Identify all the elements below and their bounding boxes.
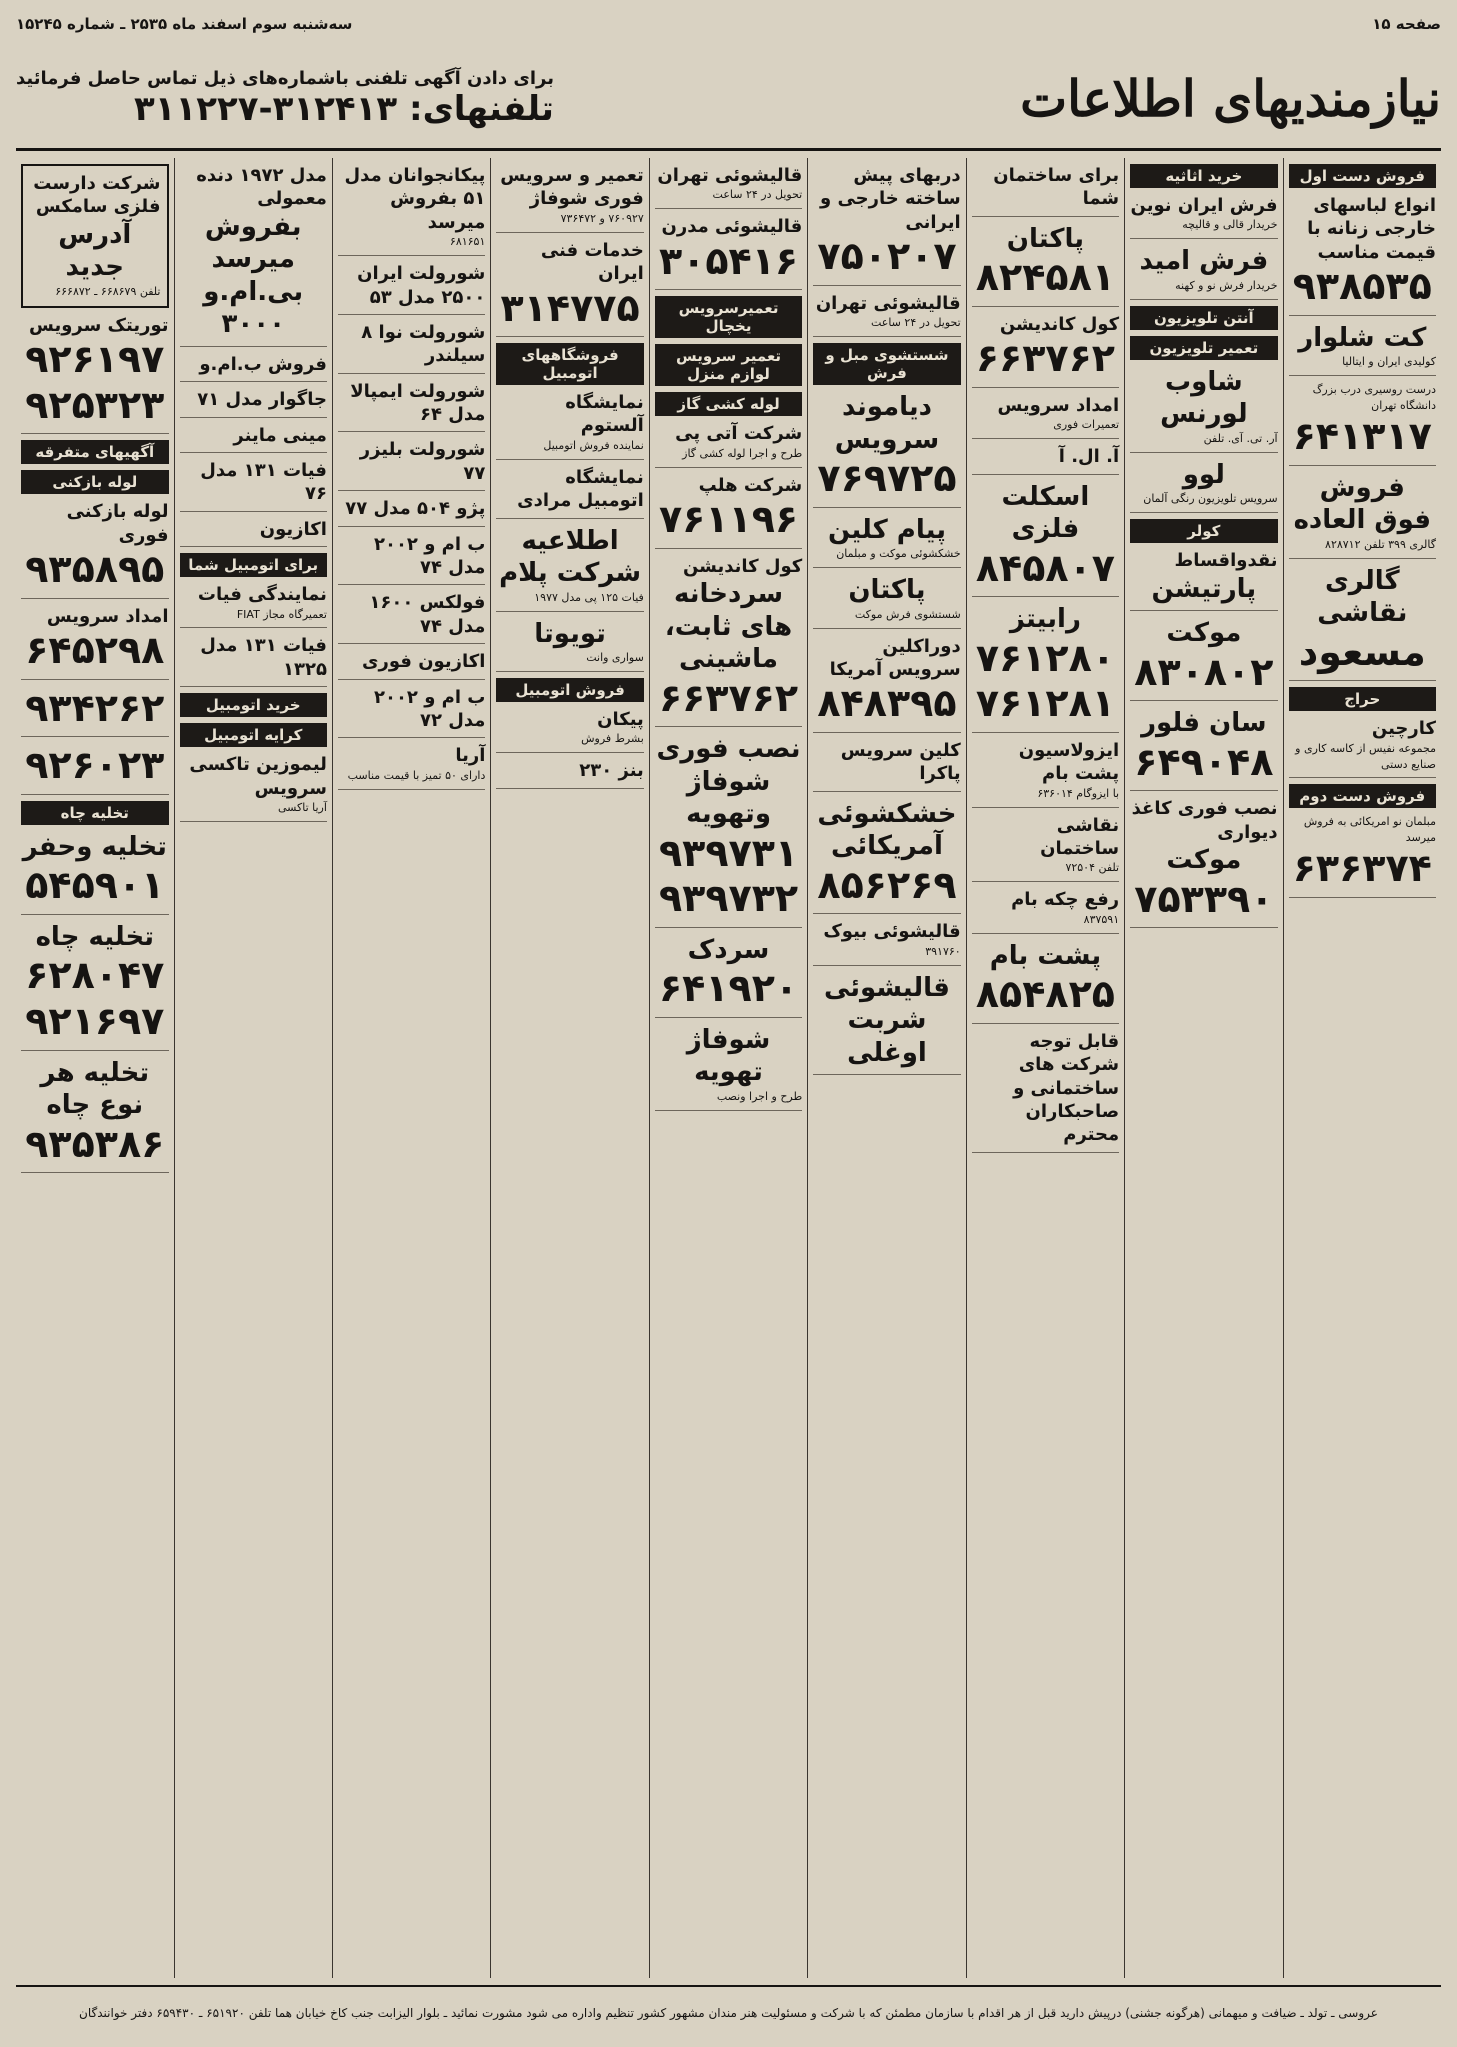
classified-ad bbox=[180, 164, 327, 347]
ad-title: تخلیه وحفر bbox=[22, 831, 167, 862]
classified-ad bbox=[1289, 194, 1436, 316]
ad-title: سردخانه های ثابت، ماشینی bbox=[664, 579, 793, 675]
ad-heading: شورولت نوا ۸ سیلندر bbox=[361, 321, 486, 367]
ad-phone: ۸۵۴۸۲۵ bbox=[975, 972, 1115, 1017]
ad-text: ۷۶۰۹۲۷ و ۷۳۶۴۷۲ bbox=[560, 211, 644, 225]
ad-phone: ۸۴۵۸۰۷ bbox=[975, 545, 1115, 590]
column bbox=[1124, 158, 1282, 1978]
ad-heading: تعمیر و سرویس فوری شوفاژ bbox=[500, 165, 644, 210]
ad-heading: شرکت آتی پی bbox=[675, 423, 803, 445]
category-heading: فروشگاههای اتومبیل bbox=[496, 343, 643, 385]
ad-heading: امداد سرویس bbox=[997, 394, 1120, 416]
ad-phone: ۹۳۵۸۹۵ bbox=[25, 547, 165, 592]
classified-ad bbox=[496, 466, 643, 519]
classified-ad bbox=[655, 934, 802, 1018]
ad-text: گالری ۳۹۹ تلفن ۸۲۸۷۱۲ bbox=[1325, 537, 1436, 551]
ad-heading: توریتک سرویس bbox=[29, 314, 169, 336]
classified-ad bbox=[338, 744, 485, 789]
ad-heading: قالیشوئی تهران bbox=[815, 292, 961, 314]
classified-ad bbox=[338, 650, 485, 679]
classified-ad bbox=[972, 603, 1119, 733]
ad-phone: ۹۲۶۰۲۳ bbox=[25, 743, 165, 788]
classified-ad bbox=[338, 686, 485, 739]
ad-phone: ۶۴۵۲۹۸ bbox=[25, 628, 165, 673]
ad-text: دارای ۵۰ تمیز با قیمت مناسب bbox=[347, 768, 486, 782]
ad-heading: نمایشگاه اتومبیل مرادی bbox=[517, 466, 644, 512]
ad-heading: پیکانجوانان مدل ۵۱ بفروش میرسد bbox=[344, 165, 486, 233]
classified-ad bbox=[21, 1057, 168, 1174]
ad-heading: فیات ۱۳۱ مدل ۱۳۲۵ bbox=[200, 635, 327, 680]
ad-phone: ۷۵۰۲۰۷ bbox=[817, 234, 957, 279]
ad-heading: مدل ۱۹۷۲ دنده معمولی bbox=[196, 165, 327, 210]
ad-phone: ۸۴۸۳۹۵ bbox=[817, 681, 957, 726]
ad-heading: فیات ۱۳۱ مدل ۷۶ bbox=[200, 459, 327, 505]
ad-phone: ۶۲۸۰۴۷ ۹۲۱۶۹۷ bbox=[25, 953, 165, 1044]
column bbox=[966, 158, 1124, 1978]
classified-ad bbox=[338, 497, 485, 526]
section-title: نیازمندیهای اطلاعات bbox=[1020, 68, 1441, 128]
classified-ad bbox=[1289, 565, 1436, 682]
classified-ad bbox=[338, 380, 485, 433]
classified-ad bbox=[655, 474, 802, 549]
phone-numbers: تلفنهای: ۳۱۲۴۱۳-۳۱۱۲۲۷ bbox=[133, 88, 554, 129]
classifieds-columns bbox=[16, 158, 1441, 1978]
ad-phone: ۶۴۹۰۴۸ bbox=[1134, 739, 1274, 784]
classified-ad bbox=[972, 940, 1119, 1024]
ad-phone: مسعود bbox=[1298, 629, 1426, 674]
classified-ad bbox=[813, 635, 960, 733]
classified-ad bbox=[180, 583, 327, 628]
folio bbox=[16, 10, 1441, 38]
classified-ad bbox=[972, 888, 1119, 933]
ad-phone: ۶۶۳۷۶۲ bbox=[658, 675, 799, 720]
ad-title: قالیشوئی شربت اوغلی bbox=[823, 972, 950, 1068]
ad-title: موکت bbox=[1166, 618, 1242, 649]
ad-heading: آریا bbox=[455, 745, 486, 767]
ad-title: شاوب لورنس bbox=[1160, 366, 1248, 430]
ad-phone: ۹۳۴۲۶۲ bbox=[25, 685, 165, 730]
ad-text: سرویس تلویزیون رنگی آلمان bbox=[1143, 492, 1278, 506]
ad-title: نصب فوری شوفاژ وتهویه bbox=[656, 734, 801, 830]
ad-phone: ۸۳۰۸۰۲ bbox=[1134, 649, 1274, 694]
ad-text: تعمیرگاه مجاز FIAT bbox=[236, 607, 327, 621]
ad-heading: پیکان bbox=[597, 708, 644, 730]
ad-heading: قالیشوئی بیوک bbox=[823, 921, 961, 943]
category-heading: لوله کشی گاز bbox=[655, 392, 802, 416]
classified-ad bbox=[655, 733, 802, 928]
classified-ad bbox=[972, 739, 1119, 808]
classified-ad bbox=[180, 388, 327, 417]
ad-heading: پژو ۵۰۴ مدل ۷۷ bbox=[345, 498, 486, 520]
ad-heading: دربهای پیش ساخته خارجی و ایرانی bbox=[819, 165, 961, 233]
ad-phone: ۸۲۴۵۸۱ bbox=[975, 255, 1115, 300]
classified-ad bbox=[655, 422, 802, 467]
ad-title: خشکشوئی آمریکائی bbox=[817, 798, 957, 862]
ad-phone: ۷۶۱۱۹۶ bbox=[658, 497, 799, 542]
ad-text: درست روسیری درب بزرگ دانشگاه تهران bbox=[1312, 383, 1436, 413]
classified-ad bbox=[496, 708, 643, 753]
footer-banner: عروسی ـ تولد ـ ضیافت و میهمانی (هرگونه جشنی) درپیش دارید قبل از هر اقدام با سازمان مطمئن که با شرکت و مسئولیت هنر مندان مشهور کشور تنظیم واداره می شود مشورت نمائید ـ بلوار الیزابت جنب کاخ خیابان هما تلفن ۶۵۱۹۲۰ ـ ۶۵۹۴۳۰ دفتر خوانندگان bbox=[16, 1985, 1441, 2039]
ad-heading: اکازیون bbox=[259, 518, 327, 540]
classified-ad bbox=[972, 164, 1119, 217]
ad-heading: فروش ب.ام.و bbox=[199, 353, 327, 375]
ad-title: کت شلوار bbox=[1298, 322, 1427, 353]
ad-title: آدرس جدید bbox=[58, 219, 132, 283]
category-heading: برای اتومبیل شما bbox=[180, 553, 327, 577]
classified-ad bbox=[813, 514, 960, 568]
ad-heading: شرکت دارست فلزی سامکس bbox=[33, 173, 161, 218]
classified-ad bbox=[1130, 797, 1277, 928]
ad-text: بشرط فروش bbox=[581, 732, 644, 746]
ad-phone: ۶۶۳۷۶۲ bbox=[975, 336, 1115, 381]
classified-ad bbox=[338, 533, 485, 586]
ad-phone: ۳۱۴۷۷۵ bbox=[500, 285, 640, 330]
classified-ad bbox=[21, 686, 168, 738]
classified-ad bbox=[813, 391, 960, 508]
ad-title: پاکتان bbox=[848, 575, 926, 606]
column bbox=[174, 158, 332, 1978]
ad-phone: ۶۳۶۳۷۴ bbox=[1292, 846, 1432, 891]
ad-heading: ب ام و ۲۰۰۲ مدل ۷۲ bbox=[373, 686, 486, 731]
ad-heading: دوراکلین سرویس آمریکا bbox=[829, 635, 961, 680]
classified-ad bbox=[496, 391, 643, 460]
classified-ad bbox=[21, 921, 168, 1051]
classified-ad bbox=[1130, 245, 1277, 299]
classified-ad bbox=[972, 313, 1119, 388]
ad-text: تحویل در ۲۴ ساعت bbox=[870, 316, 961, 330]
ad-phone: ۹۳۹۷۳۱ ۹۳۹۷۳۲ bbox=[658, 830, 799, 921]
ad-heading: جاگوار مدل ۷۱ bbox=[197, 389, 327, 411]
ad-heading: برای ساختمان شما bbox=[993, 165, 1120, 210]
classified-ad bbox=[496, 525, 643, 612]
classified-ad bbox=[655, 164, 802, 209]
category-heading: فروش دست اول bbox=[1289, 164, 1436, 188]
ad-heading: قالیشوئی مدرن bbox=[661, 216, 803, 238]
ad-heading: نمایشگاه آلستوم bbox=[565, 392, 644, 437]
ad-text: تعمیرات فوری bbox=[1053, 418, 1120, 432]
ad-heading: کلین سرویس پاکرا bbox=[840, 739, 961, 785]
classified-ad bbox=[655, 215, 802, 290]
ad-phone: ۸۵۶۲۶۹ bbox=[817, 862, 957, 907]
masthead bbox=[16, 48, 1441, 151]
ad-heading: لوله بازکنی فوری bbox=[66, 501, 169, 546]
ad-title: رابیتز bbox=[1009, 604, 1081, 635]
ad-heading: شورولت ایمپالا مدل ۶۴ bbox=[350, 380, 486, 426]
classified-ad bbox=[1289, 322, 1436, 376]
ad-title: پارتیشن bbox=[1151, 573, 1257, 604]
ad-heading: انواع لباسهای خارجی زنانه با قیمت مناسب bbox=[1307, 195, 1436, 263]
classified-ad bbox=[180, 459, 327, 512]
ad-text: طرح و اجرا ونصب bbox=[716, 1089, 803, 1103]
category-heading: تعمیر تلویزیون bbox=[1130, 336, 1277, 360]
ad-phone: ۷۶۱۲۸۰ ۷۶۱۲۸۱ bbox=[975, 635, 1115, 726]
ad-title: بفروش میرسد بی.ام.و ۳۰۰۰ bbox=[203, 211, 304, 340]
classified-ad bbox=[21, 314, 168, 435]
classified-ad bbox=[1130, 707, 1277, 791]
category-heading: فروش اتومبیل bbox=[496, 678, 643, 702]
ad-text: طرح و اجرا لوله کشی گاز bbox=[682, 446, 803, 460]
ad-text: خشکشوئی موکت و مبلمان bbox=[836, 547, 961, 561]
classified-ad bbox=[1130, 549, 1277, 611]
category-heading: کرایه اتومبیل bbox=[180, 723, 327, 747]
ad-title: لوو bbox=[1182, 459, 1225, 490]
classified-ad bbox=[180, 518, 327, 547]
classified-ad bbox=[813, 920, 960, 965]
ad-text: مبلمان نو امریکائی به فروش میرسد bbox=[1303, 815, 1436, 845]
classified-ad bbox=[972, 445, 1119, 474]
classified-ad bbox=[338, 438, 485, 491]
category-heading: خرید اتومبیل bbox=[180, 693, 327, 717]
ad-heading: نمایندگی فیات bbox=[197, 584, 327, 606]
phone-note: برای دادن آگهی تلفنی باشماره‌های ذیل تماس حاصل فرمائید bbox=[16, 67, 554, 89]
ad-title: اسکلت فلزی bbox=[1001, 481, 1090, 545]
column bbox=[649, 158, 807, 1978]
ad-title: دیاموند سرویس bbox=[834, 392, 940, 455]
classified-ad bbox=[21, 605, 168, 680]
ad-text: شستشوی فرش موکت bbox=[854, 607, 961, 621]
ad-heading: نقاشی ساختمان bbox=[1040, 814, 1120, 859]
ad-title: فرش امید bbox=[1139, 246, 1269, 277]
ad-phone: ۶۴۱۳۱۷ bbox=[1292, 414, 1432, 459]
classified-ad bbox=[972, 394, 1119, 439]
classified-ad bbox=[1130, 459, 1277, 513]
classified-ad bbox=[813, 574, 960, 628]
ad-heading: آ. ال. آ bbox=[1058, 446, 1120, 468]
ad-text: نماینده فروش اتومبیل bbox=[543, 438, 644, 452]
ad-heading: اکازیون فوری bbox=[362, 651, 486, 673]
ad-heading: کول کاندیشن bbox=[682, 555, 803, 577]
classified-ad bbox=[496, 618, 643, 672]
ad-heading: نصب فوری کاغذ دیواری bbox=[1131, 798, 1278, 843]
ad-text: آر. تی. آی. تلفن bbox=[1203, 431, 1278, 445]
category-heading: فروش دست دوم bbox=[1289, 784, 1436, 808]
ad-heading: ایزولاسیون پشت بام bbox=[1018, 739, 1120, 785]
ad-title: فروش فوق العاده bbox=[1293, 472, 1431, 536]
classified-ad bbox=[338, 164, 485, 256]
ad-title: تویوتا bbox=[534, 618, 606, 649]
ad-text: با ایزوگام ۶۳۶۰۱۴ bbox=[1037, 786, 1120, 800]
ad-text: ۳۹۱۷۶۰ bbox=[925, 944, 961, 958]
ad-text: خریدار فرش نو و کهنه bbox=[1175, 278, 1278, 292]
classified-ad bbox=[338, 321, 485, 374]
classified-ad bbox=[1130, 194, 1277, 239]
classified-ad bbox=[813, 739, 960, 792]
ad-text: ۶۸۱۶۵۱ bbox=[449, 235, 486, 249]
ad-text: تلفن ۷۲۵۰۴ bbox=[1065, 861, 1120, 875]
classified-ad bbox=[180, 424, 327, 453]
column bbox=[16, 158, 173, 1978]
ad-heading: نقدواقساط bbox=[1174, 550, 1278, 572]
classified-ad bbox=[496, 759, 643, 788]
ad-text: کولیدی ایران و ایتالیا bbox=[1342, 355, 1436, 369]
classified-ad bbox=[21, 164, 168, 308]
ad-title: موکت bbox=[1166, 845, 1242, 875]
classified-ad bbox=[813, 164, 960, 286]
classified-ad bbox=[1289, 472, 1436, 559]
ad-text: تلفن ۶۶۸۶۷۹ ـ ۶۶۶۸۷۲ bbox=[55, 284, 161, 298]
classified-ad bbox=[1130, 366, 1277, 453]
ad-phone: ۷۶۹۷۲۵ bbox=[817, 456, 957, 501]
classified-ad bbox=[21, 743, 168, 795]
ad-title: گالری نقاشی bbox=[1317, 565, 1408, 629]
ad-phone: ۶۴۱۹۲۰ bbox=[658, 966, 799, 1011]
classified-ad bbox=[21, 831, 168, 915]
ad-title: سان فلور bbox=[1141, 708, 1267, 739]
phone-box bbox=[16, 68, 554, 129]
ad-heading: خدمات فنی ایران bbox=[540, 239, 644, 285]
category-heading: کولر bbox=[1130, 519, 1277, 543]
ad-text: مجموعه نفیس از کاسه کاری و صنایع دستی bbox=[1295, 741, 1436, 771]
ad-heading: امداد سرویس bbox=[46, 605, 169, 627]
ad-text: ۸۳۷۵۹۱ bbox=[1083, 912, 1120, 926]
ad-heading: قالیشوئی تهران bbox=[657, 165, 803, 186]
classified-ad bbox=[972, 223, 1119, 307]
ad-title: شوفاژ تهویه bbox=[686, 1024, 771, 1088]
category-heading: تخلیه چاه bbox=[21, 801, 168, 825]
ad-text: خریدار قالی و قالیچه bbox=[1182, 218, 1278, 232]
classified-ad bbox=[1130, 617, 1277, 701]
ad-heading: رفع چکه بام bbox=[1011, 889, 1120, 911]
ad-title: تخلیه چاه bbox=[35, 921, 154, 952]
classified-ad bbox=[1289, 382, 1436, 465]
ad-phone: ۹۳۵۳۸۶ bbox=[25, 1121, 165, 1166]
ad-text: تحویل در ۲۴ ساعت bbox=[712, 188, 803, 202]
classified-ad bbox=[655, 1024, 802, 1111]
category-heading: تعمیر سرویس لوازم منزل bbox=[655, 344, 802, 386]
ad-heading: بنز ۲۳۰ bbox=[579, 760, 644, 782]
classified-ad bbox=[1289, 814, 1436, 897]
ad-heading: مینی ماینر bbox=[233, 424, 327, 446]
classified-ad bbox=[180, 634, 327, 687]
classified-ad bbox=[813, 292, 960, 337]
ad-title: پاکتان bbox=[1006, 223, 1085, 254]
ad-title: تخلیه هر نوع چاه bbox=[40, 1057, 150, 1121]
ad-phone: ۷۵۳۳۹۰ bbox=[1134, 876, 1274, 921]
ad-heading: شرکت هلپ bbox=[698, 474, 803, 496]
classified-ad bbox=[972, 1030, 1119, 1153]
classified-ad bbox=[655, 555, 802, 727]
classified-ad bbox=[338, 591, 485, 644]
classified-ad bbox=[972, 814, 1119, 883]
ad-title: سردک bbox=[687, 934, 770, 965]
ad-phone: ۹۲۶۱۹۷ ۹۲۵۳۲۳ bbox=[25, 337, 165, 427]
ad-heading: شورولت بلیزر ۷۷ bbox=[359, 439, 486, 484]
ad-title: پیام کلین bbox=[827, 514, 946, 545]
ad-text: سواری وانت bbox=[586, 651, 644, 665]
classified-ad bbox=[496, 239, 643, 337]
category-heading: تعمیرسرویس یخچال bbox=[655, 296, 802, 338]
ad-heading: قابل توجه شرکت های ساختمانی و صاحبکاران محترم bbox=[1013, 1030, 1120, 1146]
ad-heading: لیموزین تاکسی سرویس bbox=[189, 754, 327, 799]
ad-heading: ب ام و ۲۰۰۲ مدل ۷۴ bbox=[373, 533, 486, 579]
classified-ad bbox=[180, 753, 327, 822]
category-heading: شستشوی مبل و فرش bbox=[813, 343, 960, 385]
ad-phone: ۹۳۸۵۳۵ bbox=[1292, 264, 1432, 309]
classified-ad bbox=[338, 262, 485, 315]
ad-title: پشت بام bbox=[989, 940, 1102, 971]
ad-heading: فولکس ۱۶۰۰ مدل ۷۴ bbox=[369, 592, 486, 637]
ad-text: آریا تاکسی bbox=[278, 801, 327, 815]
classified-ad bbox=[813, 798, 960, 915]
category-heading: آنتن تلویزیون bbox=[1130, 306, 1277, 330]
classified-ad bbox=[813, 972, 960, 1076]
ad-heading: فرش ایران نوین bbox=[1130, 195, 1278, 216]
category-heading: خرید اثاثیه bbox=[1130, 164, 1277, 188]
classified-ad bbox=[1289, 717, 1436, 778]
classified-ad bbox=[496, 164, 643, 233]
ad-text: فیات ۱۲۵ پی مدل ۱۹۷۷ bbox=[534, 590, 644, 604]
column bbox=[1283, 158, 1441, 1978]
ad-phone: ۵۴۵۹۰۱ bbox=[25, 863, 165, 908]
ad-phone: ۳۰۵۴۱۶ bbox=[658, 238, 799, 283]
category-heading: لوله بازکنی bbox=[21, 470, 168, 494]
classified-ad bbox=[972, 481, 1119, 598]
column bbox=[807, 158, 965, 1978]
column bbox=[490, 158, 648, 1978]
issue-line: سه‌شنبه سوم اسفند ماه ۲۵۳۵ ـ شماره ۱۵۲۴۵ bbox=[16, 15, 353, 33]
ad-heading: کول کاندیشن bbox=[999, 313, 1120, 335]
page-number: صفحه ۱۵ bbox=[1372, 15, 1441, 33]
classified-ad bbox=[180, 353, 327, 382]
ad-heading: کارچین bbox=[1371, 718, 1436, 740]
ad-heading: شورولت ایران ۲۵۰۰ مدل ۵۳ bbox=[357, 263, 486, 308]
classified-ad bbox=[21, 500, 168, 598]
category-heading: آگهیهای متفرقه bbox=[21, 440, 168, 464]
category-heading: حراج bbox=[1289, 687, 1436, 711]
column bbox=[332, 158, 490, 1978]
ad-title: اطلاعیه شرکت پلام bbox=[499, 525, 642, 589]
